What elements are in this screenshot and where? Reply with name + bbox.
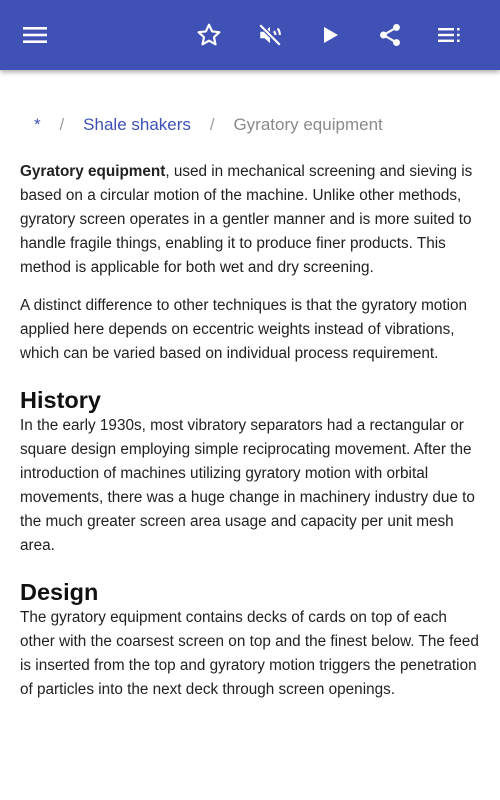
article-body xyxy=(20,160,482,716)
article-content xyxy=(0,70,500,800)
intro-paragraph xyxy=(20,160,482,280)
breadcrumb-separator: / xyxy=(209,115,215,134)
paragraph-2: A distinct difference to other techniques is that the gyratory motion applied here depends on eccentric weights instead of vibrations, which can be varied based on individual process requirement. xyxy=(20,297,467,362)
breadcrumb-current: Gyratory equipment xyxy=(233,115,383,134)
design-paragraph: The gyratory equipment contains decks of cards on top of each other with the coarsest screen on top and the finest below. The feed is inserted from the top and gyratory motion triggers the penetration of particles into the next deck through screen openings. xyxy=(20,609,479,698)
mute-button[interactable] xyxy=(246,11,294,59)
breadcrumb-home-link[interactable]: * xyxy=(34,115,41,134)
table-of-contents-button[interactable] xyxy=(426,11,474,59)
intro-text: , used in mechanical screening and sieving is based on a circular motion of the machine. Unlike other methods, gyratory screen operates in a gentler manner and is more suited to handle fragile things, enabling it to produce finer products. This method is applicable for both wet and dry screening. xyxy=(20,163,473,276)
play-button[interactable] xyxy=(306,11,354,59)
breadcrumb-parent-link[interactable]: Shale shakers xyxy=(83,115,191,134)
star-icon xyxy=(196,22,222,48)
design-heading: Design xyxy=(20,579,99,605)
app-bar xyxy=(0,0,500,70)
breadcrumb-separator: / xyxy=(59,115,65,134)
menu-icon xyxy=(22,25,48,45)
table-of-contents-icon xyxy=(437,24,463,46)
intro-term: Gyratory equipment xyxy=(20,163,166,180)
favorite-button[interactable] xyxy=(185,11,233,59)
share-button[interactable] xyxy=(366,11,414,59)
play-icon xyxy=(318,23,342,47)
menu-button[interactable] xyxy=(11,11,59,59)
breadcrumb xyxy=(34,114,383,136)
share-icon xyxy=(377,22,403,48)
history-heading: History xyxy=(20,387,101,413)
history-paragraph: In the early 1930s, most vibratory separators had a rectangular or square design employing simple reciprocating movement. After the introduction of machines utilizing gyratory motion with orbital movements, there was a huge change in machinery industry due to the much greater screen area usage and capacity per unit mesh area. xyxy=(20,417,475,554)
volume-off-icon xyxy=(257,22,283,48)
